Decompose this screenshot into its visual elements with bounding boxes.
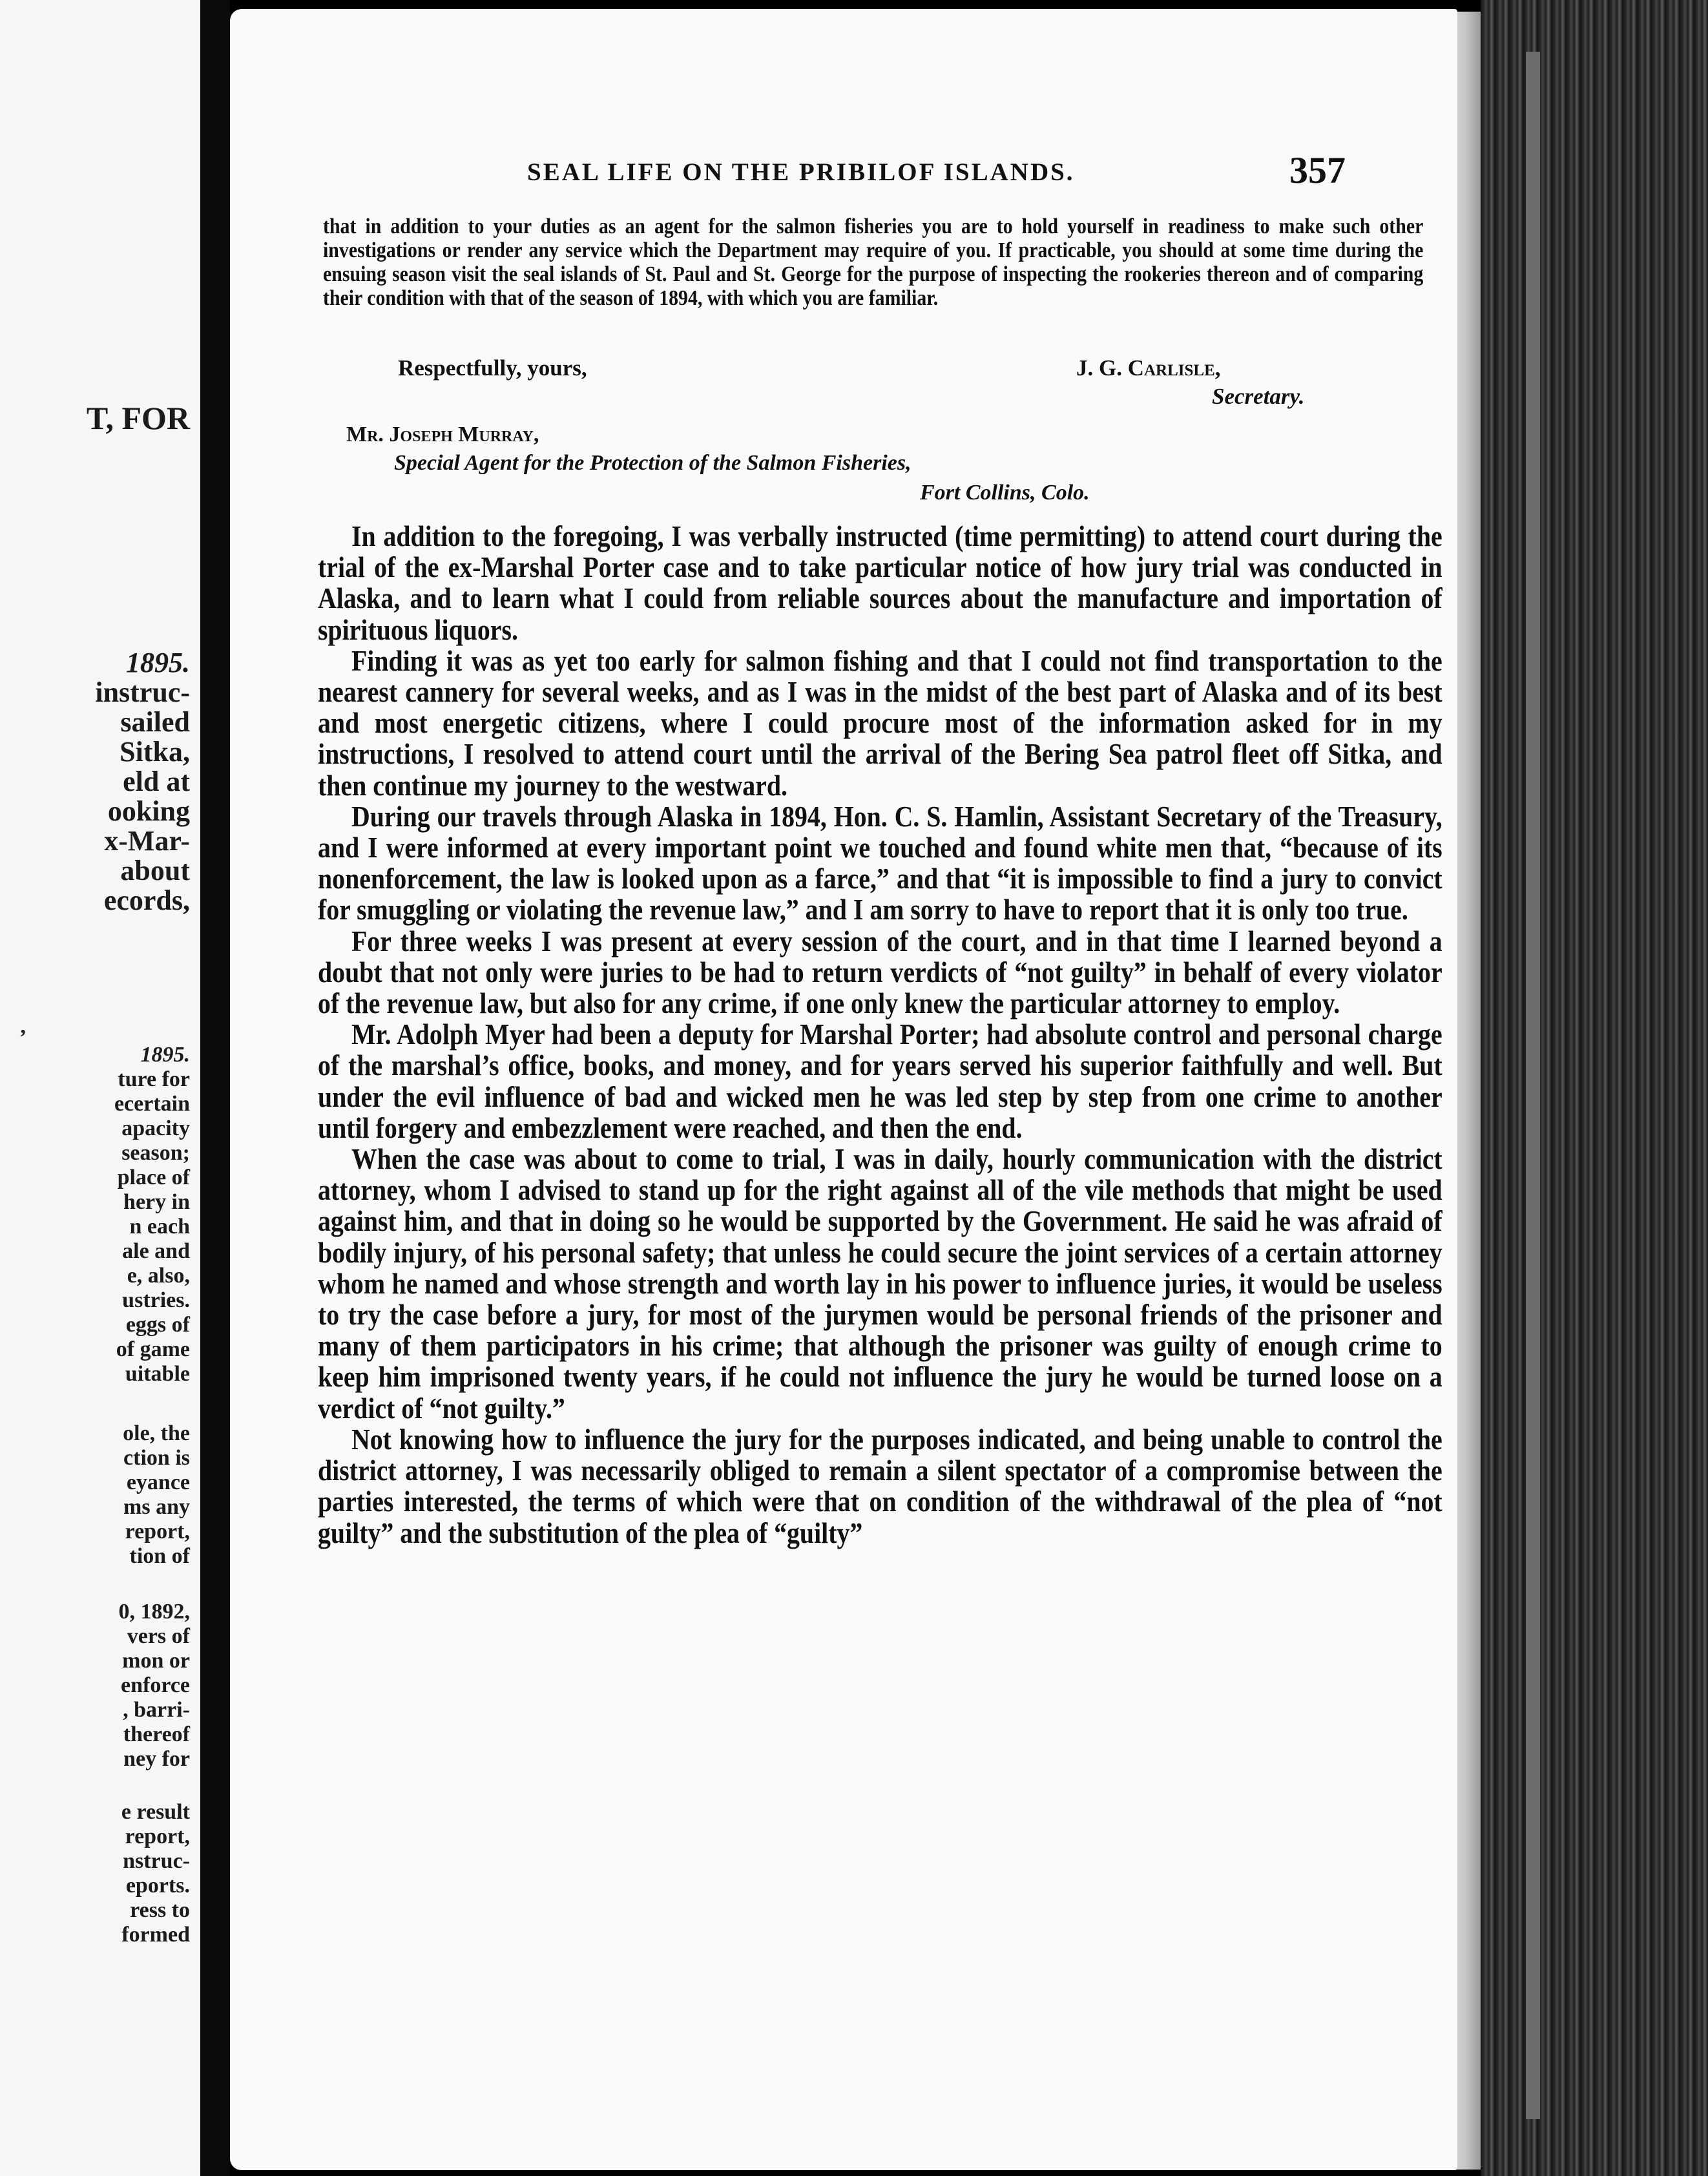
facing-page-fragment: e, also, [127,1264,190,1288]
facing-page-fragment: eggs of [125,1313,190,1337]
facing-page-fragment: thereof [123,1722,190,1746]
facing-page-fragment: vers of [127,1624,190,1648]
facing-page-fragment: apacity [121,1116,190,1140]
addressee-location: Fort Collins, Colo. [920,481,1090,505]
letter-body: that in addition to your duties as an agent for the salmon fisheries you are to hold yourself in readiness to make such other investigations or render any service which the Department may require of you. If practicable, you should at some time during the ensuing season visit the seal islands of St. Paul and St. George for the purpose of inspecting the rookeries thereon and of comparing their condition with that of the season of 1894, with which you are familiar. [323,214,1424,310]
facing-page-fragment: e result [121,1800,190,1824]
facing-page-fragment: n each [129,1215,190,1239]
facing-page-fragment: uitable [125,1362,190,1386]
facing-page-fragment: tion of [129,1544,190,1568]
facing-page-fragment: hery in [123,1190,190,1214]
facing-page-fragment: enforce [121,1673,190,1697]
facing-page-fragment: ecertain [114,1092,190,1116]
facing-page-fragment: 1895. [140,1043,190,1067]
facing-page-fragment: ecords, [103,884,190,916]
facing-page-fragment: of game [116,1337,190,1361]
main-text [318,521,1442,1549]
facing-page-fragment: eyance [126,1470,190,1494]
addressee-name: Mr. Joseph Murray, [346,423,539,446]
facing-page-fragment: ustries. [122,1288,190,1312]
paragraph: During our travels through Alaska in 1894, Hon. C. S. Hamlin, Assistant Secretary of the Treasury, and I were informed at every important point we touched and found white men that, “because of its nonenforcement, the law is looked upon as a farce,” and that “it is impossible to find a jury to convict for smuggling or violating the revenue law,” and I am sorry to have to report that it is only too true. [318,799,1442,926]
paragraph: When the case was about to come to trial, I was in daily, hourly communication with the district attorney, whom I advised to stand up for the right against all of the vile methods that might be used against him, and that in doing so he would be supported by the Government. He said he was afraid of bodily injury, of his personal safety; that unless he could secure the joint services of a certain attorney whom he named and whose strength and worth lay in his power to influence juries, it would be useless to try the case before a jury, for most of the jurymen would be personal friends of the prisoner and many of them participators in his crime; that although the prisoner was guilty of enough crime to keep him imprisoned twenty years, if he could not influence the jury he would be turned loose on a verdict of “not guilty.” [318,1142,1442,1425]
facing-page-fragment: ress to [130,1898,190,1922]
facing-page-fragment: about [120,855,190,886]
paragraph: Finding it was as yet too early for salmon fishing and that I could not find transportation to the nearest cannery for several weeks, and as I was in the midst of the best part of Alaska and of its best and most energetic citizens, where I could procure most of the information asked for in my instructions, I resolved to attend court until the arrival of the Bering Sea patrol fleet off Sitka, and then continue my journey to the westward. [318,643,1442,802]
facing-page-fragment: , barri- [123,1698,190,1722]
facing-page-fragment: formed [121,1923,190,1947]
signatory-title: Secretary. [1212,384,1305,409]
facing-page-fragment: x-Mar- [104,825,190,857]
facing-page-fragment: sailed [120,706,190,738]
paragraph: Not knowing how to influence the jury for the purposes indicated, and being unable to control the district attorney, I was necessarily obliged to remain a silent spectator of a compromise between the parties interested, the terms of which were that on condition of the withdrawal of the plea of “not guilty” and the substitution of the plea of “guilty” [318,1422,1442,1549]
facing-page-fragment: nstruc- [123,1849,190,1873]
page-number: 357 [1289,149,1346,191]
edge-stripe [1526,52,1540,2119]
addressee-title: Special Agent for the Protection of the Salmon Fisheries, [394,451,911,475]
facing-page-fragment: , [20,1014,26,1038]
paragraph: In addition to the foregoing, I was verbally instructed (time permitting) to attend court during the trial of the ex-Marshal Porter case and to take particular notice of how jury trial was conducted in Alaska, and to learn what I could from reliable sources about the manufacture and importation of spirituous liquors. [318,519,1442,646]
facing-page-fragment: report, [125,1825,190,1848]
facing-page-fragment: instruc- [95,676,190,708]
page-header [230,149,1457,200]
facing-page-fragment: mon or [122,1649,190,1673]
facing-page-fragment: season; [121,1141,190,1165]
facing-page-fragment: ole, the [123,1421,190,1445]
closing-salutation: Respectfully, yours, [398,355,587,381]
facing-page [0,0,200,2176]
facing-page-fragment: eports. [125,1874,190,1898]
facing-page-fragment: 0, 1892, [118,1600,190,1624]
facing-page-fragment: place of [117,1166,190,1189]
facing-page-fragment: ooking [107,795,190,827]
paragraph: For three weeks I was present at every session of the court, and in that time I learned beyond a doubt that not only were juries to be had to return verdicts of “not guilty” in behalf of every violator of the revenue law, but also for any crime, if one only knew the particular attorney to employ. [318,924,1442,1020]
main-page [230,9,1457,2170]
facing-page-fragment: Sitka, [120,736,190,768]
facing-page-fragment: ture for [118,1067,190,1091]
facing-page-fragment: eld at [123,766,190,797]
addressee-block [230,423,1457,513]
book-gutter [200,0,230,2176]
running-head: SEAL LIFE ON THE PRIBILOF ISLANDS. [527,158,1075,186]
facing-page-fragment: 1895. [126,647,190,678]
facing-page-fragment: ale and [122,1239,190,1263]
facing-page-fragment: ction is [123,1446,190,1470]
facing-page-fragment: report, [125,1520,190,1543]
paragraph: Mr. Adolph Myer had been a deputy for Marshal Porter; had absolute control and personal charge of the marshal’s office, books, and money, and for years served his superior faithfully and well. But under the evil influence of bad and wicked men he was led step by step from one crime to another until forgery and embezzlement were reached, and then the end. [318,1018,1442,1144]
facing-page-fragment: T, FOR [86,400,190,436]
facing-page-fragment: ms any [123,1495,190,1519]
facing-page-fragment: ney for [123,1747,190,1771]
signatory-name: J. G. Carlisle, [1076,355,1221,381]
book-fore-edge [1481,0,1708,2176]
